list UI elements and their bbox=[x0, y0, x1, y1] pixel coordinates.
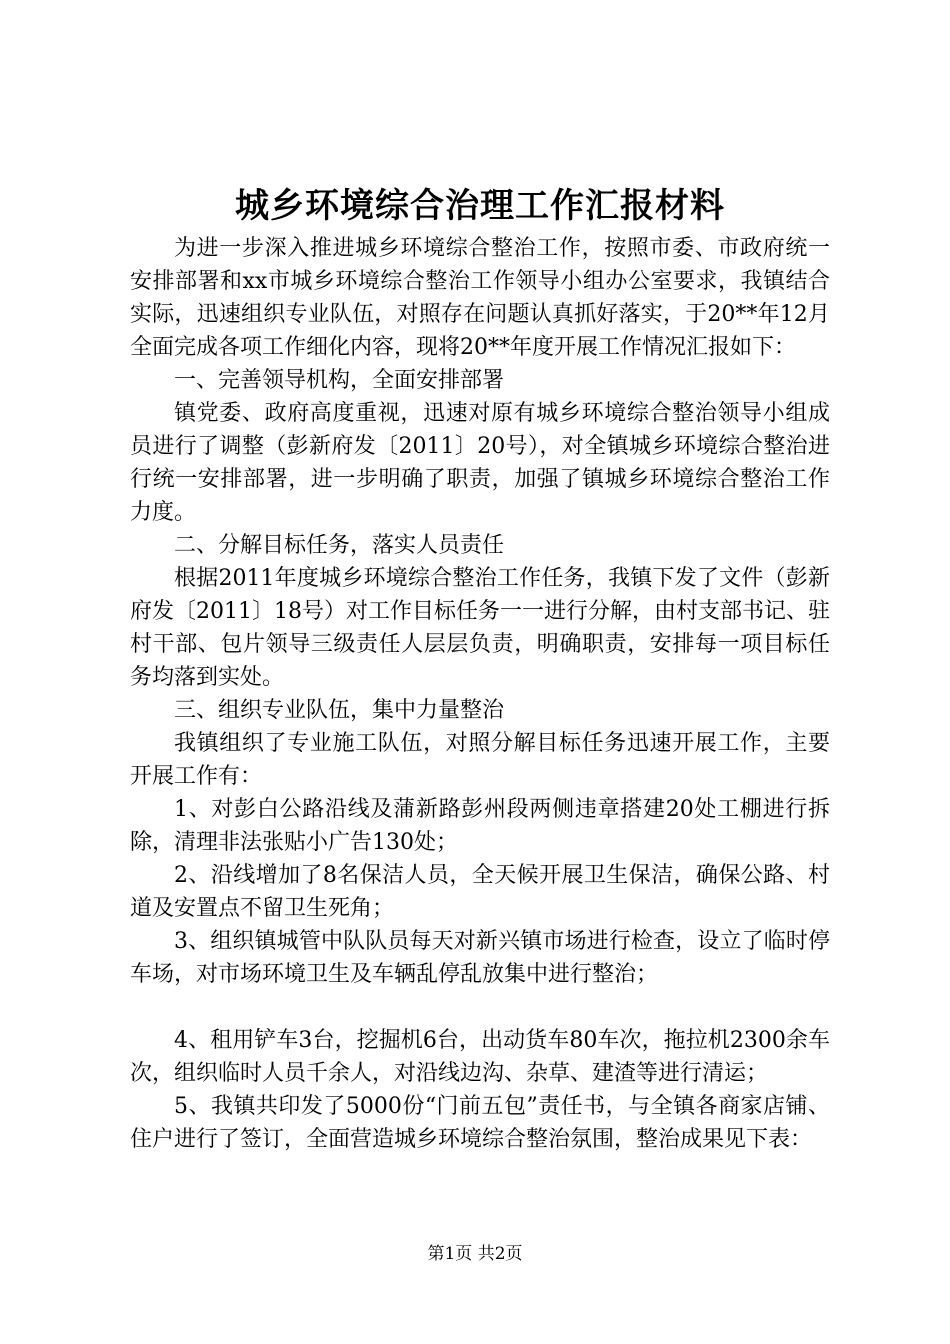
section-body-3: 我镇组织了专业施工队伍，对照分解目标任务迅速开展工作，主要开展工作有： bbox=[130, 731, 830, 789]
section-heading-3: 三、组织专业队伍，集中力量整治 bbox=[174, 698, 505, 723]
section-body-2: 根据2011年度城乡环境综合整治工作任务，我镇下发了文件（彭新府发〔2011〕18号）对工作目标任务一一进行分解，由村支部书记、驻村干部、包片领导三级责任人层层负责，明确职责，安排每一项目标任务均落到实处。 bbox=[130, 566, 830, 690]
document-page bbox=[130, 180, 830, 1156]
section-heading-2: 二、分解目标任务，落实人员责任 bbox=[174, 533, 505, 558]
page-footer: 第1页 共2页 bbox=[427, 1244, 523, 1264]
list-item-2: 2、沿线增加了8名保洁人员，全天候开展卫生保洁，确保公路、村道及安置点不留卫生死角； bbox=[130, 863, 830, 921]
list-item-4: 4、租用铲车3台，挖掘机6台，出动货车80车次，拖拉机2300余车次，组织临时人员千余人，对沿线边沟、杂草、建渣等进行清运； bbox=[130, 1028, 830, 1086]
section-body-1: 镇党委、政府高度重视，迅速对原有城乡环境综合整治领导小组成员进行了调整（彭新府发〔2011〕20号），对全镇城乡环境综合整治进行统一安排部署，进一步明确了职责，加强了镇城乡环境综合整治工作力度。 bbox=[130, 401, 830, 525]
blank-line bbox=[130, 991, 830, 1024]
list-item-5: 5、我镇共印发了5000份“门前五包”责任书，与全镇各商家店铺、住户进行了签订，全面营造城乡环境综合整治氛围，整治成果见下表： bbox=[130, 1094, 830, 1152]
document-title: 城乡环境综合治理工作汇报材料 bbox=[235, 186, 725, 226]
list-item-3: 3、组织镇城管中队队员每天对新兴镇市场进行检查，设立了临时停车场，对市场环境卫生及车辆乱停乱放集中进行整治； bbox=[130, 929, 830, 987]
list-item-1: 1、对彭白公路沿线及蒲新路彭州段两侧违章搭建20处工棚进行拆除，清理非法张贴小广告130处； bbox=[130, 797, 830, 855]
intro-paragraph: 为进一步深入推进城乡环境综合整治工作，按照市委、市政府统一安排部署和xx市城乡环境综合整治工作领导小组办公室要求，我镇结合实际，迅速组织专业队伍，对照存在问题认真抓好落实，于20**年12月全面完成各项工作细化内容，现将20**年度开展工作情况汇报如下： bbox=[130, 236, 830, 360]
section-heading-1: 一、完善领导机构，全面安排部署 bbox=[174, 368, 505, 393]
